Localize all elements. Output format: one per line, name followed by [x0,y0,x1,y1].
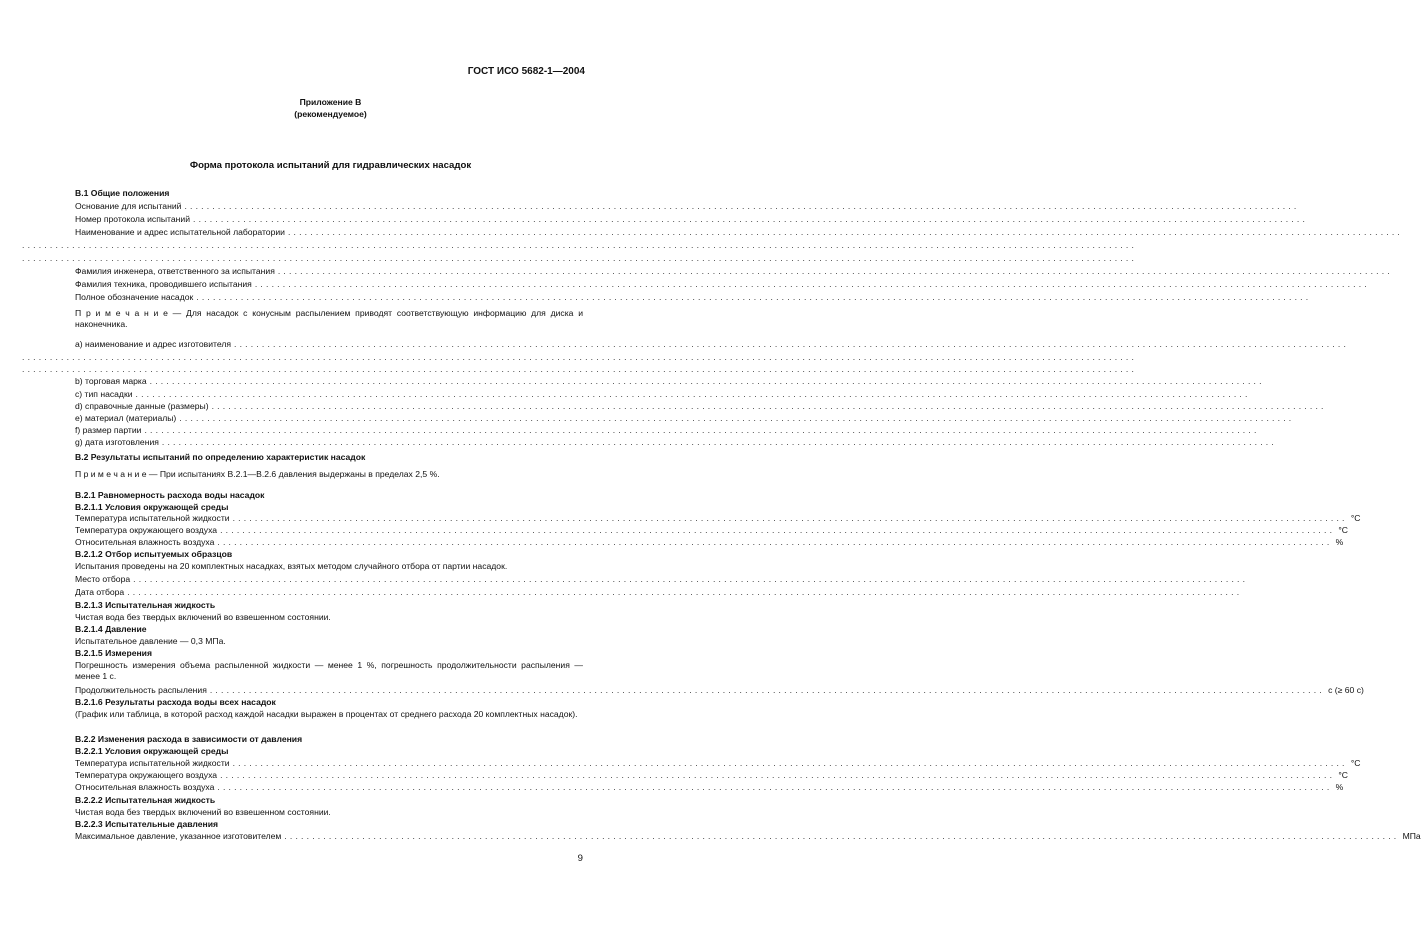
field-label: Номер протокола испытаний [75,214,191,224]
note-text: — Для насадок с конусным распылением приводят соответствующую информацию для диска и наконечника. [75,308,584,329]
unit-label: °С [1350,758,1361,768]
field-test-basis [75,201,1297,212]
field-label: Дата отбора [75,587,125,597]
item-label: а) наименование и адрес изготовителя [75,339,232,349]
field-liquid-temperature [75,513,1361,524]
leader-dots: . . . . . . . . . . . . . . . . . . . . . . . . . . . . . . . . . . . . . . . . . . . . . . . . . . . . . . . . . . . . . . . . . . . . . . . . . . . . . . . . . . . . . . . . . . . . . . . . . . . . . . . . . . . . . . . . . . . . . . . . . . . . . . . . . . . . . . . . . . . . . . . . . . . . . . . . . . . . . . . . . . . . . . . . . . . . . . . . . . . . . . . . . . . . . . . . . . . . . . . . [220,525,1333,535]
section-b212-heading: В.2.1.2 Отбор испытуемых образцов [75,549,233,559]
field-air-temperature-2 [75,770,1349,781]
section-b211-heading: В.2.1.1 Условия окружающей среды [75,502,229,512]
field-engineer-name [75,266,1391,277]
item-a-manufacturer [75,339,1347,350]
unit-label: °С [1338,525,1349,535]
field-label: Продолжительность распыления [75,685,207,695]
item-label: f) размер партии [75,425,142,435]
leader-dots: . . . . . . . . . . . . . . . . . . . . . . . . . . . . . . . . . . . . . . . . . . . . . . . . . . . . . . . . . . . . . . . . . . . . . . . . . . . . . . . . . . . . . . . . . . . . . . . . . . . . . . . . . . . . . . . . . . . . . . . . . . . . . . . . . . . . . . . . . . . . . . . . . . . . . . . . . . . . . . . . . . . . . . . . . . . . . . . . . . . . . . . . . . . . . . . . . . . . . . . . [232,513,1345,523]
sampling-text: Испытания проведены на 20 комплектных насадках, взятых методом случайного отбора от партии насадок. [75,561,508,571]
section-b221-heading: В.2.2.1 Условия окружающей среды [75,746,229,756]
note-label: П р и м е ч а н и е [75,469,147,479]
unit-label: МПа [1402,831,1421,841]
field-protocol-number [75,214,1306,225]
field-max-pressure [75,831,1421,842]
test-liquid-text-2: Чистая вода без твердых включений во взвешенном состоянии. [75,807,331,817]
annex-title: Приложение В [299,97,362,107]
flow-results-text: (График или таблица, в которой расход каждой насадки выражен в процентах от среднего расхода 20 комплектных насадок). [75,709,578,719]
leader-dots: . . . . . . . . . . . . . . . . . . . . . . . . . . . . . . . . . . . . . . . . . . . . . . . . . . . . . . . . . . . . . . . . . . . . . . . . . . . . . . . . . . . . . . . . . . . . . . . . . . . . . . . . . . . . . . . . . . . . . . . . . . . . . . . . . . . . . . . . . . . . . . . . . . . . . . . . . . . . . . . . . . . . . . . . . . . . . . . . . . . . . . . . . . . . . . . . . . . . . . . . [234,339,1347,349]
section-b1-heading: В.1 Общие положения [75,188,170,198]
leader-dots: . . . . . . . . . . . . . . . . . . . . . . . . . . . . . . . . . . . . . . . . . . . . . . . . . . . . . . . . . . . . . . . . . . . . . . . . . . . . . . . . . . . . . . . . . . . . . . . . . . . . . . . . . . . . . . . . . . . . . . . . . . . . . . . . . . . . . . . . . . . . . . . . . . . . . . . . . . . . . . . . . . . . . . . . . . . . . . . . . . . . . . . . . . . . . . . . . . . . . . . . [287,227,1401,237]
field-humidity-2 [75,782,1344,793]
unit-label: % [1335,537,1344,547]
item-label: d) справочные данные (размеры) [75,401,209,411]
leader-dots: . . . . . . . . . . . . . . . . . . . . . . . . . . . . . . . . . . . . . . . . . . . . . . . . . . . . . . . . . . . . . . . . . . . . . . . . . . . . . . . . . . . . . . . . . . . . . . . . . . . . . . . . . . . . . . . . . . . . . . . . . . . . . . . . . . . . . . . . . . . . . . . . . . . . . . . . . . . . . . . . . . . . . . . . . . . . . . . . . . . . . . . . . . . . . . . . . . . . . . . . [161,437,1275,447]
section-b215-heading: В.2.1.5 Измерения [75,648,152,658]
note-text: — При испытаниях В.2.1—В.2.6 давления выдержаны в пределах 2,5 %. [146,469,440,479]
leader-dots: . . . . . . . . . . . . . . . . . . . . . . . . . . . . . . . . . . . . . . . . . . . . . . . . . . . . . . . . . . . . . . . . . . . . . . . . . . . . . . . . . . . . . . . . . . . . . . . . . . . . . . . . . . . . . . . . . . . . . . . . . . . . . . . . . . . . . . . . . . . . . . . . . . . . . . . . . . . . . . . . . . . . . . . . . . . . . . . . . . . . . . . . . . . . . . . . . . . . . . . . [22,240,1135,250]
unit-label: с (≥ 60 с) [1328,685,1364,695]
field-technician-name [75,279,1368,290]
item-label: g) дата изготовления [75,437,159,447]
field-label: Наименование и адрес испытательной лаборатории [75,227,285,237]
leader-dots: . . . . . . . . . . . . . . . . . . . . . . . . . . . . . . . . . . . . . . . . . . . . . . . . . . . . . . . . . . . . . . . . . . . . . . . . . . . . . . . . . . . . . . . . . . . . . . . . . . . . . . . . . . . . . . . . . . . . . . . . . . . . . . . . . . . . . . . . . . . . . . . . . . . . . . . . . . . . . . . . . . . . . . . . . . . . . . . . . . . . . . . . . . . . . . . . . . . . . . . . [217,537,1330,547]
blank-line [22,364,1135,375]
leader-dots: . . . . . . . . . . . . . . . . . . . . . . . . . . . . . . . . . . . . . . . . . . . . . . . . . . . . . . . . . . . . . . . . . . . . . . . . . . . . . . . . . . . . . . . . . . . . . . . . . . . . . . . . . . . . . . . . . . . . . . . . . . . . . . . . . . . . . . . . . . . . . . . . . . . . . . . . . . . . . . . . . . . . . . . . . . . . . . . . . . . . . . . . . . . . . . . . . . . . . . . . [149,376,1262,386]
leader-dots: . . . . . . . . . . . . . . . . . . . . . . . . . . . . . . . . . . . . . . . . . . . . . . . . . . . . . . . . . . . . . . . . . . . . . . . . . . . . . . . . . . . . . . . . . . . . . . . . . . . . . . . . . . . . . . . . . . . . . . . . . . . . . . . . . . . . . . . . . . . . . . . . . . . . . . . . . . . . . . . . . . . . . . . . . . . . . . . . . . . . . . . . . . . . . . . . . . . . . . . . [217,782,1330,792]
leader-dots: . . . . . . . . . . . . . . . . . . . . . . . . . . . . . . . . . . . . . . . . . . . . . . . . . . . . . . . . . . . . . . . . . . . . . . . . . . . . . . . . . . . . . . . . . . . . . . . . . . . . . . . . . . . . . . . . . . . . . . . . . . . . . . . . . . . . . . . . . . . . . . . . . . . . . . . . . . . . . . . . . . . . . . . . . . . . . . . . . . . . . . . . . . . . . . . . . . . . . . . . [211,401,1324,411]
field-nozzle-designation [75,292,1309,303]
field-lab-name-address [75,227,1401,238]
section-b213-heading: В.2.1.3 Испытательная жидкость [75,600,216,610]
field-liquid-temperature-2 [75,758,1361,769]
section-b222-heading: В.2.2.2 Испытательная жидкость [75,795,216,805]
unit-label: °С [1350,513,1361,523]
field-label: Температура испытательной жидкости [75,513,230,523]
section-b216-heading: В.2.1.6 Результаты расхода воды всех насадок [75,697,276,707]
test-liquid-text: Чистая вода без твердых включений во взвешенном состоянии. [75,612,331,622]
field-air-temperature [75,525,1349,536]
field-spray-duration [75,685,1364,696]
field-label: Температура окружающего воздуха [75,525,218,535]
note-label: П р и м е ч а н и е [75,308,168,318]
unit-label: °С [1338,770,1349,780]
leader-dots: . . . . . . . . . . . . . . . . . . . . . . . . . . . . . . . . . . . . . . . . . . . . . . . . . . . . . . . . . . . . . . . . . . . . . . . . . . . . . . . . . . . . . . . . . . . . . . . . . . . . . . . . . . . . . . . . . . . . . . . . . . . . . . . . . . . . . . . . . . . . . . . . . . . . . . . . . . . . . . . . . . . . . . . . . . . . . . . . . . . . . . . . . . . . . . . . . . . . . . . . [209,685,1323,695]
leader-dots: . . . . . . . . . . . . . . . . . . . . . . . . . . . . . . . . . . . . . . . . . . . . . . . . . . . . . . . . . . . . . . . . . . . . . . . . . . . . . . . . . . . . . . . . . . . . . . . . . . . . . . . . . . . . . . . . . . . . . . . . . . . . . . . . . . . . . . . . . . . . . . . . . . . . . . . . . . . . . . . . . . . . . . . . . . . . . . . . . . . . . . . . . . . . . . . . . . . . . . . . [277,266,1391,276]
leader-dots: . . . . . . . . . . . . . . . . . . . . . . . . . . . . . . . . . . . . . . . . . . . . . . . . . . . . . . . . . . . . . . . . . . . . . . . . . . . . . . . . . . . . . . . . . . . . . . . . . . . . . . . . . . . . . . . . . . . . . . . . . . . . . . . . . . . . . . . . . . . . . . . . . . . . . . . . . . . . . . . . . . . . . . . . . . . . . . . . . . . . . . . . . . . . . . . . . . . . . . . . [196,292,1309,302]
field-sampling-place [75,574,1246,585]
item-label: c) тип насадки [75,389,133,399]
note-b1 [75,308,583,330]
leader-dots: . . . . . . . . . . . . . . . . . . . . . . . . . . . . . . . . . . . . . . . . . . . . . . . . . . . . . . . . . . . . . . . . . . . . . . . . . . . . . . . . . . . . . . . . . . . . . . . . . . . . . . . . . . . . . . . . . . . . . . . . . . . . . . . . . . . . . . . . . . . . . . . . . . . . . . . . . . . . . . . . . . . . . . . . . . . . . . . . . . . . . . . . . . . . . . . . . . . . . . . . [232,758,1345,768]
note-b2 [75,469,440,480]
item-g-manufacture-date [75,437,1275,448]
blank-line [22,352,1135,363]
field-label: Максимальное давление, указанное изготовителем [75,831,282,841]
field-humidity [75,537,1344,548]
item-label: b) торговая марка [75,376,147,386]
field-label: Температура окружающего воздуха [75,770,218,780]
blank-line [22,253,1135,264]
leader-dots: . . . . . . . . . . . . . . . . . . . . . . . . . . . . . . . . . . . . . . . . . . . . . . . . . . . . . . . . . . . . . . . . . . . . . . . . . . . . . . . . . . . . . . . . . . . . . . . . . . . . . . . . . . . . . . . . . . . . . . . . . . . . . . . . . . . . . . . . . . . . . . . . . . . . . . . . . . . . . . . . . . . . . . . . . . . . . . . . . . . . . . . . . . . . . . . . . . . . . . . . [22,352,1135,362]
leader-dots: . . . . . . . . . . . . . . . . . . . . . . . . . . . . . . . . . . . . . . . . . . . . . . . . . . . . . . . . . . . . . . . . . . . . . . . . . . . . . . . . . . . . . . . . . . . . . . . . . . . . . . . . . . . . . . . . . . . . . . . . . . . . . . . . . . . . . . . . . . . . . . . . . . . . . . . . . . . . . . . . . . . . . . . . . . . . . . . . . . . . . . . . . . . . . . . . . . . . . . . . [22,364,1135,374]
leader-dots: . . . . . . . . . . . . . . . . . . . . . . . . . . . . . . . . . . . . . . . . . . . . . . . . . . . . . . . . . . . . . . . . . . . . . . . . . . . . . . . . . . . . . . . . . . . . . . . . . . . . . . . . . . . . . . . . . . . . . . . . . . . . . . . . . . . . . . . . . . . . . . . . . . . . . . . . . . . . . . . . . . . . . . . . . . . . . . . . . . . . . . . . . . . . . . . . . . . . . . . . [179,413,1292,423]
section-b223-heading: В.2.2.3 Испытательные давления [75,819,219,829]
form-title: Форма протокола испытаний для гидравлических насадок [189,160,472,171]
section-b21-heading: В.2.1 Равномерность расхода воды насадок [75,490,265,500]
test-pressure-text: Испытательное давление — 0,3 МПа. [75,636,226,646]
field-label: Относительная влажность воздуха [75,782,215,792]
section-b22-heading: В.2.2 Изменения расхода в зависимости от давления [75,734,303,744]
leader-dots: . . . . . . . . . . . . . . . . . . . . . . . . . . . . . . . . . . . . . . . . . . . . . . . . . . . . . . . . . . . . . . . . . . . . . . . . . . . . . . . . . . . . . . . . . . . . . . . . . . . . . . . . . . . . . . . . . . . . . . . . . . . . . . . . . . . . . . . . . . . . . . . . . . . . . . . . . . . . . . . . . . . . . . . . . . . . . . . . . . . . . . . . . . . . . . . . . . . . . . . . [284,831,1397,841]
blank-line [22,240,1135,251]
item-c-type [75,389,1248,400]
annex-subtitle: (рекомендуемое) [294,109,367,119]
field-label: Относительная влажность воздуха [75,537,215,547]
section-b2-heading: В.2 Результаты испытаний по определению характеристик насадок [75,452,366,462]
field-label: Основание для испытаний [75,201,182,211]
leader-dots: . . . . . . . . . . . . . . . . . . . . . . . . . . . . . . . . . . . . . . . . . . . . . . . . . . . . . . . . . . . . . . . . . . . . . . . . . . . . . . . . . . . . . . . . . . . . . . . . . . . . . . . . . . . . . . . . . . . . . . . . . . . . . . . . . . . . . . . . . . . . . . . . . . . . . . . . . . . . . . . . . . . . . . . . . . . . . . . . . . . . . . . . . . . . . . . . . . . . . . . . [254,279,1368,289]
leader-dots: . . . . . . . . . . . . . . . . . . . . . . . . . . . . . . . . . . . . . . . . . . . . . . . . . . . . . . . . . . . . . . . . . . . . . . . . . . . . . . . . . . . . . . . . . . . . . . . . . . . . . . . . . . . . . . . . . . . . . . . . . . . . . . . . . . . . . . . . . . . . . . . . . . . . . . . . . . . . . . . . . . . . . . . . . . . . . . . . . . . . . . . . . . . . . . . . . . . . . . . . [133,574,1246,584]
section-b214-heading: В.2.1.4 Давление [75,624,147,634]
field-label: Полное обозначение насадок [75,292,194,302]
leader-dots: . . . . . . . . . . . . . . . . . . . . . . . . . . . . . . . . . . . . . . . . . . . . . . . . . . . . . . . . . . . . . . . . . . . . . . . . . . . . . . . . . . . . . . . . . . . . . . . . . . . . . . . . . . . . . . . . . . . . . . . . . . . . . . . . . . . . . . . . . . . . . . . . . . . . . . . . . . . . . . . . . . . . . . . . . . . . . . . . . . . . . . . . . . . . . . . . . . . . . . . . [193,214,1306,224]
measurement-text: Погрешность измерения объема распыленной жидкости — менее 1 %, погрешность продолжительности распыления — менее 1 с. [75,660,583,681]
document-code: ГОСТ ИСО 5682-1—2004 [467,66,585,77]
item-f-lot-size [75,425,1257,436]
field-label: Температура испытательной жидкости [75,758,230,768]
leader-dots: . . . . . . . . . . . . . . . . . . . . . . . . . . . . . . . . . . . . . . . . . . . . . . . . . . . . . . . . . . . . . . . . . . . . . . . . . . . . . . . . . . . . . . . . . . . . . . . . . . . . . . . . . . . . . . . . . . . . . . . . . . . . . . . . . . . . . . . . . . . . . . . . . . . . . . . . . . . . . . . . . . . . . . . . . . . . . . . . . . . . . . . . . . . . . . . . . . . . . . . . [22,253,1135,263]
field-label: Место отбора [75,574,131,584]
page-number: 9 [577,853,583,864]
item-b-trademark [75,376,1262,387]
unit-label: % [1335,782,1344,792]
leader-dots: . . . . . . . . . . . . . . . . . . . . . . . . . . . . . . . . . . . . . . . . . . . . . . . . . . . . . . . . . . . . . . . . . . . . . . . . . . . . . . . . . . . . . . . . . . . . . . . . . . . . . . . . . . . . . . . . . . . . . . . . . . . . . . . . . . . . . . . . . . . . . . . . . . . . . . . . . . . . . . . . . . . . . . . . . . . . . . . . . . . . . . . . . . . . . . . . . . . . . . . . [184,201,1297,211]
item-label: e) материал (материалы) [75,413,177,423]
item-d-reference [75,401,1324,412]
field-label: Фамилия инженера, ответственного за испытания [75,266,275,276]
item-e-material [75,413,1292,424]
field-sampling-date [75,587,1240,598]
leader-dots: . . . . . . . . . . . . . . . . . . . . . . . . . . . . . . . . . . . . . . . . . . . . . . . . . . . . . . . . . . . . . . . . . . . . . . . . . . . . . . . . . . . . . . . . . . . . . . . . . . . . . . . . . . . . . . . . . . . . . . . . . . . . . . . . . . . . . . . . . . . . . . . . . . . . . . . . . . . . . . . . . . . . . . . . . . . . . . . . . . . . . . . . . . . . . . . . . . . . . . . . [144,425,1257,435]
leader-dots: . . . . . . . . . . . . . . . . . . . . . . . . . . . . . . . . . . . . . . . . . . . . . . . . . . . . . . . . . . . . . . . . . . . . . . . . . . . . . . . . . . . . . . . . . . . . . . . . . . . . . . . . . . . . . . . . . . . . . . . . . . . . . . . . . . . . . . . . . . . . . . . . . . . . . . . . . . . . . . . . . . . . . . . . . . . . . . . . . . . . . . . . . . . . . . . . . . . . . . . . [220,770,1333,780]
field-label: Фамилия техника, проводившего испытания [75,279,252,289]
leader-dots: . . . . . . . . . . . . . . . . . . . . . . . . . . . . . . . . . . . . . . . . . . . . . . . . . . . . . . . . . . . . . . . . . . . . . . . . . . . . . . . . . . . . . . . . . . . . . . . . . . . . . . . . . . . . . . . . . . . . . . . . . . . . . . . . . . . . . . . . . . . . . . . . . . . . . . . . . . . . . . . . . . . . . . . . . . . . . . . . . . . . . . . . . . . . . . . . . . . . . . . . [127,587,1240,597]
leader-dots: . . . . . . . . . . . . . . . . . . . . . . . . . . . . . . . . . . . . . . . . . . . . . . . . . . . . . . . . . . . . . . . . . . . . . . . . . . . . . . . . . . . . . . . . . . . . . . . . . . . . . . . . . . . . . . . . . . . . . . . . . . . . . . . . . . . . . . . . . . . . . . . . . . . . . . . . . . . . . . . . . . . . . . . . . . . . . . . . . . . . . . . . . . . . . . . . . . . . . . . . [135,389,1248,399]
